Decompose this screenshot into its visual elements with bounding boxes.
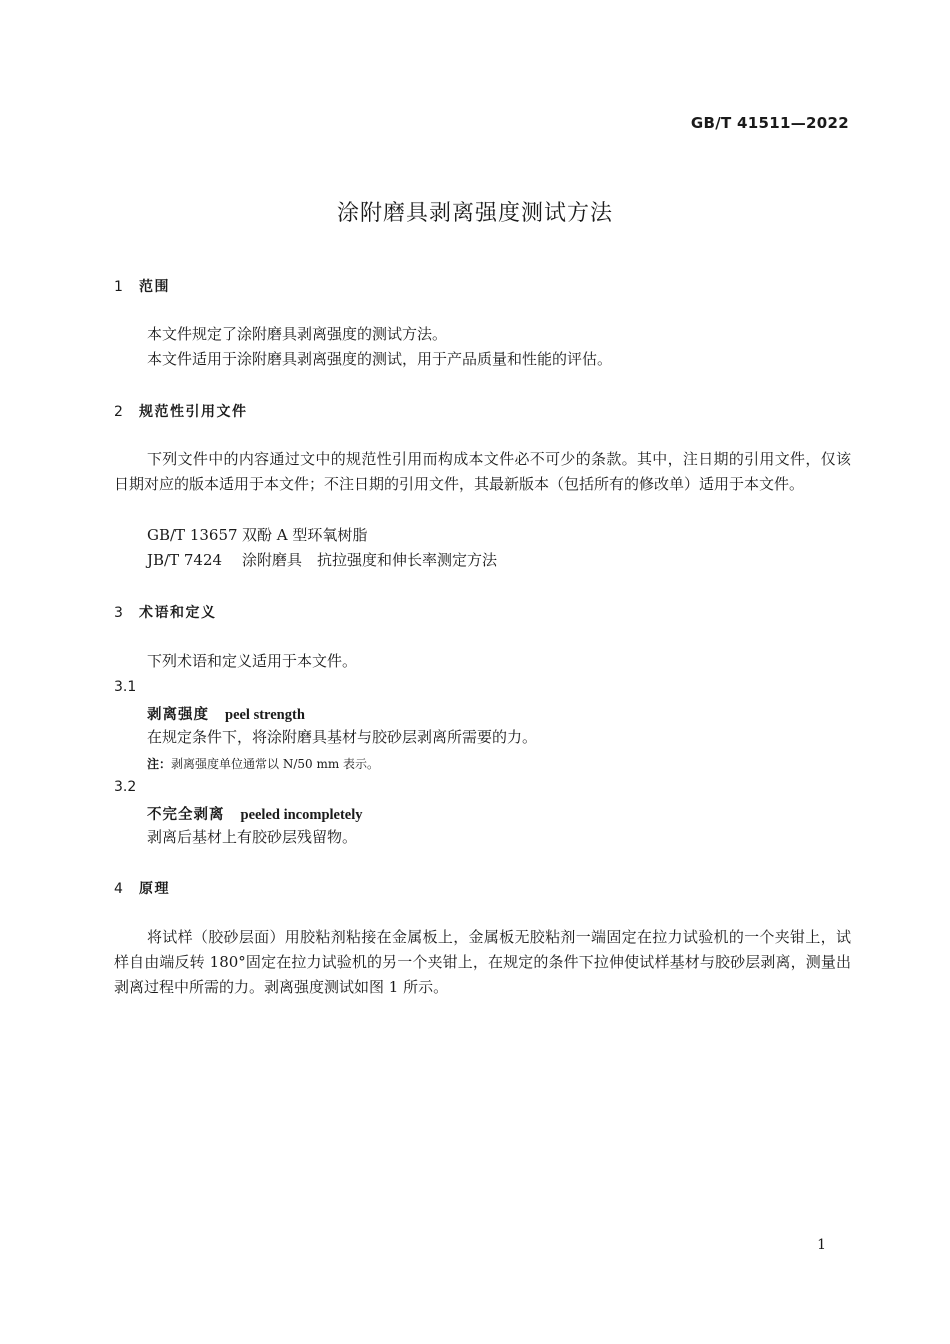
- section-title: 原理: [139, 881, 170, 897]
- reference-code: GB/T 13657: [147, 526, 238, 544]
- page-number: 1: [817, 1237, 826, 1253]
- terms-intro: 下列术语和定义适用于本文件。: [147, 652, 358, 670]
- reference-item: [147, 523, 367, 548]
- term-definition: 在规定条件下，将涂附磨具基材与胶砂层剥离所需要的力。: [147, 728, 538, 746]
- normative-paragraph: 下列文件中的内容通过文中的规范性引用而构成本文件必不可少的条款。其中，注日期的引用文件，仅该日期对应的版本适用于本文件；不注日期的引用文件，其最新版本（包括所有的修改单）适用于本文件。: [114, 450, 851, 493]
- scope-line-1: 本文件规定了涂附磨具剥离强度的测试方法。: [147, 325, 448, 343]
- section-title: 范围: [139, 279, 170, 295]
- note-text: 剥离强度单位通常以 N/50 mm 表示。: [171, 757, 380, 771]
- reference-code: JB/T 7424: [147, 551, 223, 569]
- scope-line-2: 本文件适用于涂附磨具剥离强度的测试，用于产品质量和性能的评估。: [147, 350, 613, 368]
- document-title: 涂附磨具剥离强度测试方法: [336, 201, 613, 226]
- section-number: 2: [114, 404, 125, 420]
- principle-paragraph: 将试样（胶砂层面）用胶粘剂粘接在金属板上，金属板无胶粘剂一端固定在拉力试验机的一个夹钳上，试样自由端反转 180°固定在拉力试验机的另一个夹钳上，在规定的条件下拉伸使试样基材与胶砂层剥离，测量出剥离过程中所需的力。剥离强度测试如图 1 所示。: [114, 928, 851, 996]
- section-heading-principle: [114, 878, 170, 898]
- reference-item: [147, 548, 497, 573]
- term-number: 3.1: [114, 679, 137, 695]
- term-note: [147, 755, 379, 772]
- standard-code: GB/T 41511—2022: [690, 114, 849, 132]
- section-number: 3: [114, 605, 125, 621]
- term-zh: 剥离强度: [147, 707, 209, 723]
- term-zh: 不完全剥离: [147, 807, 225, 823]
- reference-title: 双酚 A 型环氧树脂: [242, 526, 368, 544]
- section-title: 规范性引用文件: [139, 404, 248, 420]
- term-entry: [147, 803, 363, 824]
- term-definition: 剥离后基材上有胶砂层残留物。: [147, 828, 358, 846]
- section-number: 4: [114, 881, 125, 897]
- term-en: peel strength: [225, 707, 305, 723]
- term-en: peeled incompletely: [240, 807, 363, 823]
- section-heading-scope: [114, 276, 170, 296]
- term-number: 3.2: [114, 779, 137, 795]
- section-number: 1: [114, 279, 125, 295]
- note-label: 注：: [147, 757, 172, 771]
- term-entry: [147, 703, 305, 724]
- section-heading-terms: [114, 602, 217, 622]
- section-title: 术语和定义: [139, 605, 217, 621]
- reference-title: 涂附磨具 抗拉强度和伸长率测定方法: [242, 551, 498, 569]
- section-heading-normative: [114, 401, 248, 421]
